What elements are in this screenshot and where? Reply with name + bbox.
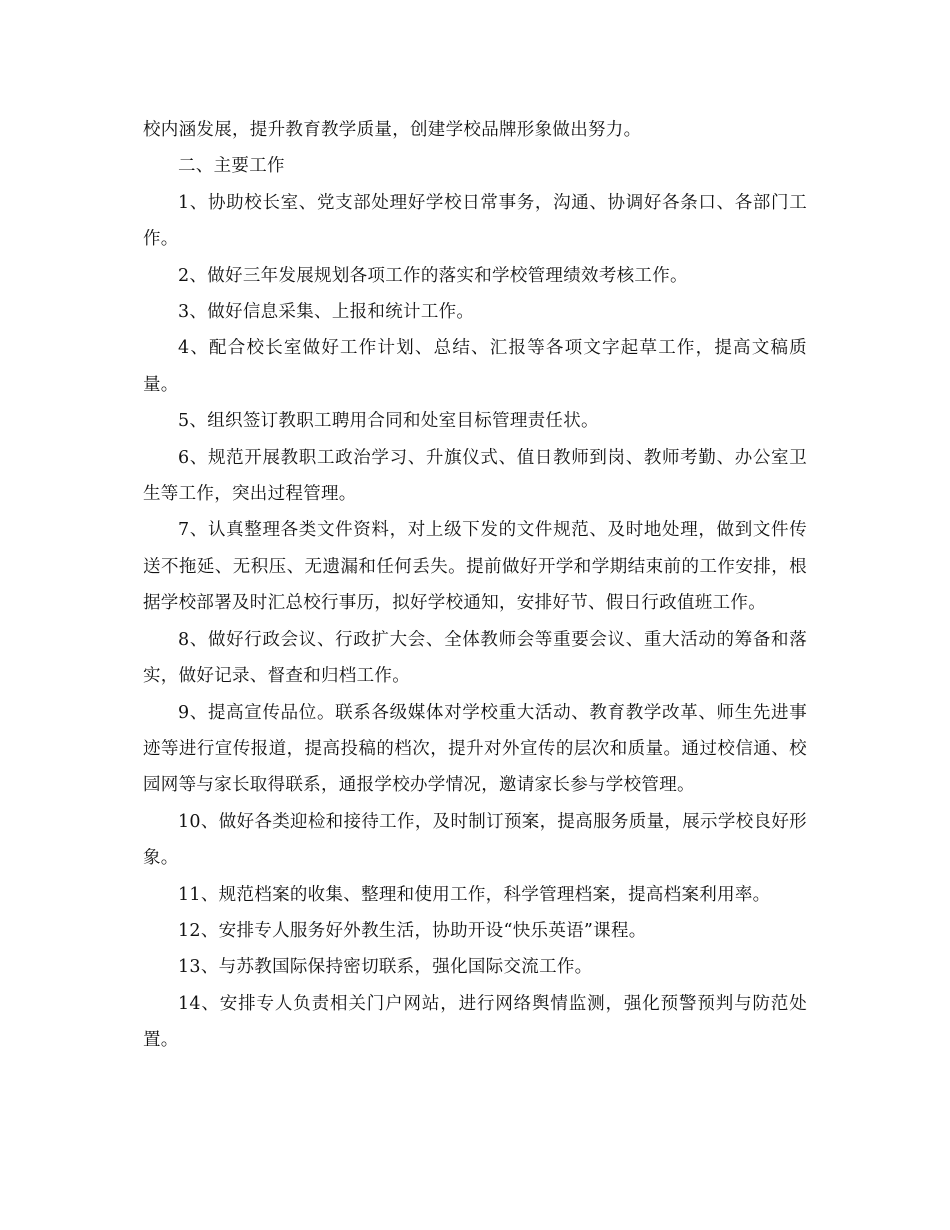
paragraph-item-11: 11、规范档案的收集、整理和使用工作，科学管理档案，提高档案利用率。 xyxy=(178,884,771,905)
paragraph-item-12: 12、安排专人服务好外教生活，协助开设“快乐英语”课程。 xyxy=(178,920,647,941)
paragraph-item-10: 10、做好各类迎检和接待工作，及时制订预案，提高服务质量，展示学校良好形象。 xyxy=(143,811,807,869)
document-page xyxy=(143,112,807,1059)
section-heading-main-work: 二、主要工作 xyxy=(178,156,285,177)
paragraph-item-13: 13、与苏教国际保持密切联系，强化国际交流工作。 xyxy=(178,957,593,978)
paragraph-item-7: 7、认真整理各类文件资料，对上级下发的文件规范、及时地处理，做到文件传送不拖延、无积压、无遗漏和任何丢失。提前做好开学和学期结束前的工作安排，根据学校部署及时汇总校行事历，拟好学校通知，安排好节、假日行政值班工作。 xyxy=(143,520,807,614)
paragraph-continued: 校内涵发展，提升教育教学质量，创建学校品牌形象做出努力。 xyxy=(143,120,642,140)
paragraph-item-9: 9、提高宣传品位。联系各级媒体对学校重大活动、教育教学改革、师生先进事迹等进行宣传报道，提高投稿的档次，提升对外宣传的层次和质量。通过校信通、校园网等与家长取得联系，通报学校办学情况，邀请家长参与学校管理。 xyxy=(143,702,807,796)
paragraph-item-3: 3、做好信息采集、上报和统计工作。 xyxy=(178,302,475,323)
paragraph-item-8: 8、做好行政会议、行政扩大会、全体教师会等重要会议、重大活动的筹备和落实，做好记录、督查和归档工作。 xyxy=(143,629,807,687)
paragraph-item-4: 4、配合校长室做好工作计划、总结、汇报等各项文字起草工作，提高文稿质量。 xyxy=(143,338,807,395)
paragraph-item-14: 14、安排专人负责相关门户网站，进行网络舆情监测，强化预警预判与防范处置。 xyxy=(143,993,807,1051)
paragraph-item-2: 2、做好三年发展规划各项工作的落实和学校管理绩效考核工作。 xyxy=(178,265,688,286)
paragraph-item-6: 6、规范开展教职工政治学习、升旗仪式、值日教师到岗、教师考勤、办公室卫生等工作，突出过程管理。 xyxy=(143,447,807,505)
paragraph-item-5: 5、组织签订教职工聘用合同和处室目标管理责任状。 xyxy=(178,411,599,432)
paragraph-item-1: 1、协助校长室、党支部处理好学校日常事务，沟通、协调好各条口、各部门工作。 xyxy=(143,192,807,250)
